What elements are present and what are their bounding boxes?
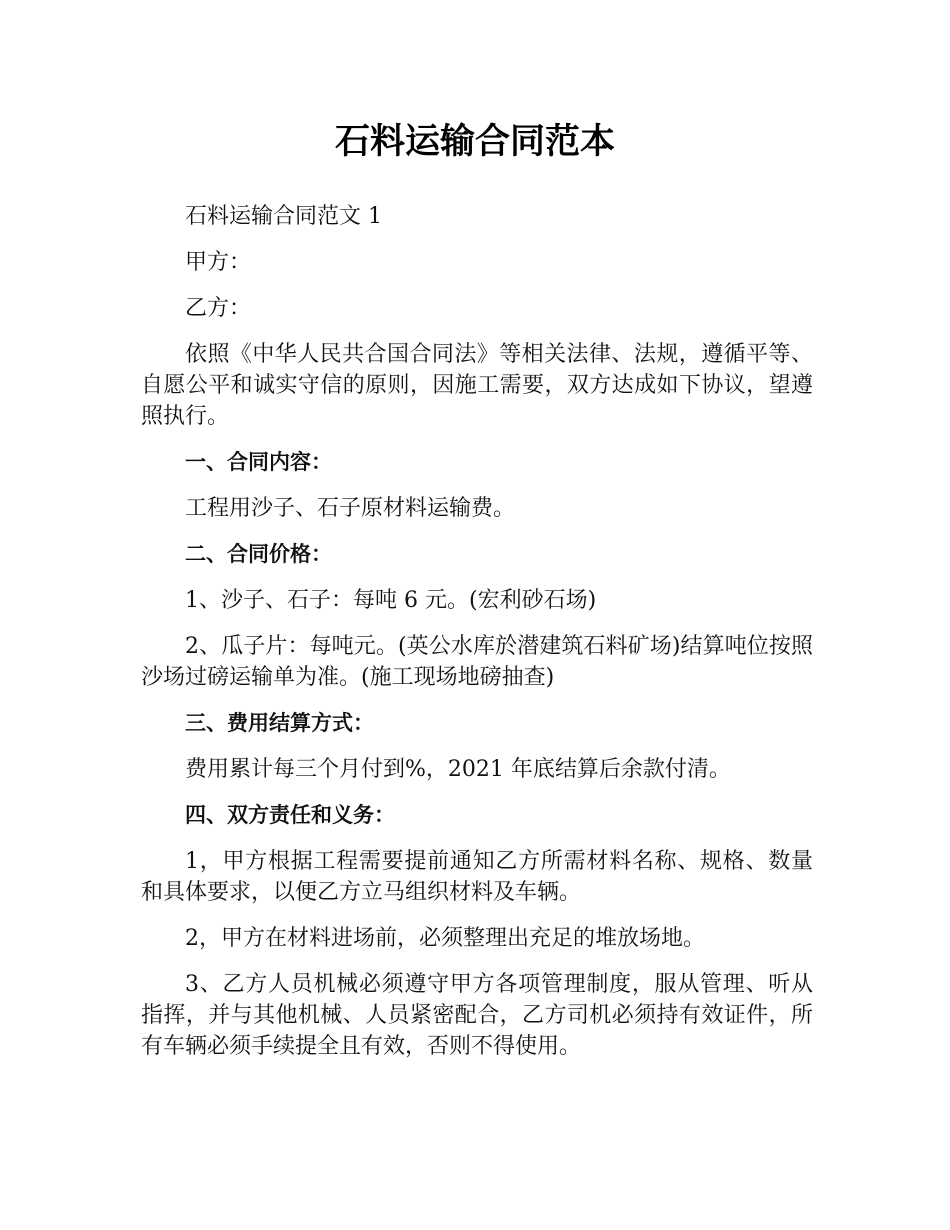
paragraph-price-item-1: 1、沙子、石子：每吨 6 元。(宏利砂石场) xyxy=(185,588,597,613)
section-heading-contract-price: 二、合同价格： xyxy=(185,542,332,566)
paragraph-price-item-2: 2、瓜子片：每吨元。(英公水库於潜建筑石料矿场)结算吨位按照沙场过磅运输单为准。(施工现场地磅抽查) xyxy=(141,634,813,690)
document-body xyxy=(141,201,813,1077)
paragraph-obligation-2: 2，甲方在材料进场前，必须整理出充足的堆放场地。 xyxy=(185,926,705,951)
paragraph-party-a: 甲方： xyxy=(185,250,252,275)
paragraph-party-b: 乙方： xyxy=(185,296,252,321)
paragraph-obligation-3: 3、乙方人员机械必须遵守甲方各项管理制度，服从管理、听从指挥，并与其他机械、人员紧密配合，乙方司机必须持有效证件，所有车辆必须手续提全且有效，否则不得使用。 xyxy=(141,972,813,1059)
paragraph-settlement: 费用累计每三个月付到%，2021 年底结算后余款付清。 xyxy=(185,757,731,782)
document-title: 石料运输合同范本 xyxy=(334,122,615,162)
section-heading-contract-content: 一、合同内容： xyxy=(185,450,332,474)
paragraph-contract-content: 工程用沙子、石子原材料运输费。 xyxy=(185,496,516,521)
paragraph-obligation-1: 1，甲方根据工程需要提前通知乙方所需材料名称、规格、数量和具体要求，以便乙方立马组织材料及车辆。 xyxy=(141,849,813,905)
section-heading-settlement: 三、费用结算方式： xyxy=(185,711,374,735)
paragraph-preamble: 依照《中华人民共合国合同法》等相关法律、法规，遵循平等、自愿公平和诚实守信的原则，因施工需要，双方达成如下协议，望遵照执行。 xyxy=(141,342,813,429)
paragraph-subtitle: 石料运输合同范文 1 xyxy=(185,204,382,229)
section-heading-obligations: 四、双方责任和义务： xyxy=(185,803,395,827)
